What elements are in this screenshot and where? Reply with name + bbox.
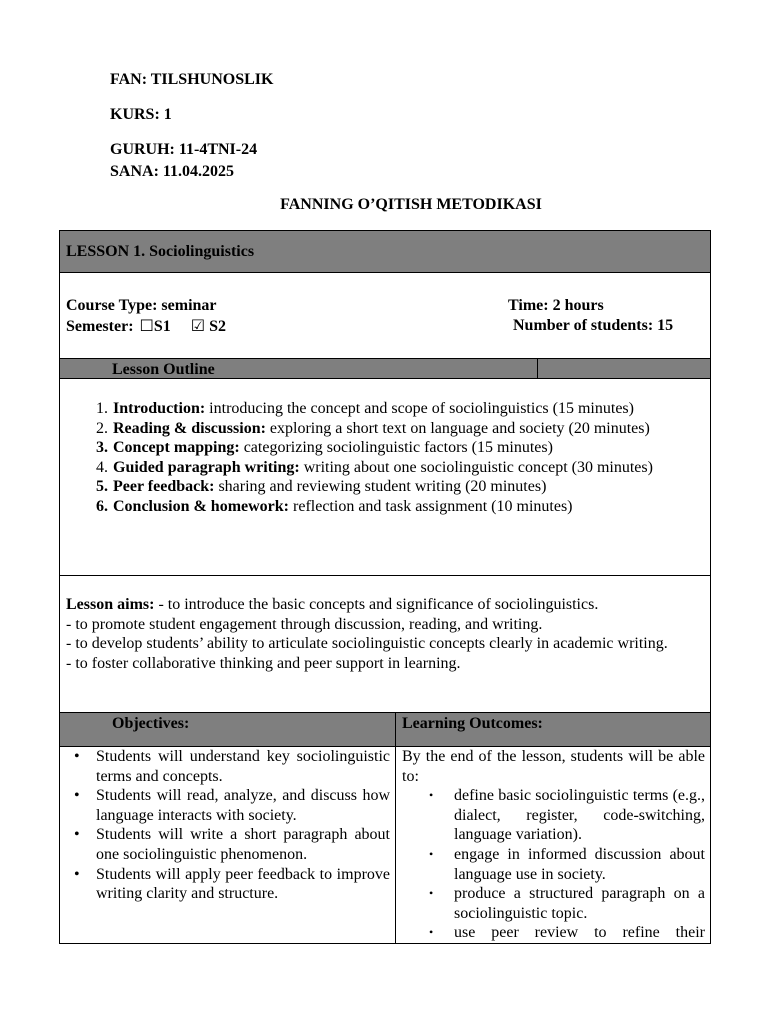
- outcomes-heading: Learning Outcomes:: [402, 715, 543, 732]
- outline-item: 6. Conclusion & homework: reflection and task assignment (10 minutes): [96, 497, 573, 515]
- s1-checkbox-icon: ☐: [139, 316, 154, 335]
- lesson-title: LESSON 1. Sociolinguistics: [66, 243, 255, 260]
- outline-heading-divider: [537, 359, 538, 378]
- subject-line: FAN: TILSHUNOSLIK: [110, 71, 274, 88]
- outline-section: [59, 378, 711, 576]
- outcome-item: • produce a structured paragraph on a sociolinguistic topic.: [429, 885, 705, 922]
- semester-row: [66, 316, 226, 337]
- body-divider: [395, 746, 396, 943]
- aims-label: Lesson aims:: [66, 596, 155, 613]
- outcomes-intro: By the end of the lesson, students will be able to:: [402, 748, 705, 785]
- outcome-item: • use peer review to refine their: [429, 924, 705, 942]
- date-line: SANA: 11.04.2025: [110, 163, 235, 180]
- outcomes-list: [402, 747, 705, 942]
- outline-heading-bar: [59, 358, 711, 379]
- objectives-heading: Objectives:: [112, 715, 190, 732]
- outline-item: 1. Introduction: introducing the concept and scope of sociolinguistics (15 minutes): [96, 400, 634, 417]
- outline-item: 5. Peer feedback: sharing and reviewing student writing (20 minutes): [96, 478, 547, 495]
- aim-2: - to promote student engagement through discussion, reading, and writing.: [66, 615, 543, 633]
- objectives-header-bar: [59, 712, 711, 747]
- time: Time: 2 hours: [508, 297, 604, 314]
- s2-label: S2: [209, 318, 227, 335]
- s1-label: S1: [153, 318, 171, 335]
- outline-item: 4. Guided paragraph writing: writing about one sociolinguistic concept (30 minutes): [96, 458, 653, 476]
- course-year-line: KURS: 1: [110, 106, 172, 123]
- aims-section: [59, 575, 711, 713]
- outcome-item: • define basic sociolinguistic terms (e.g., dialect, register, code-switching, language variation).: [429, 787, 705, 844]
- subject-title: FANNING O’QITISH METODIKASI: [280, 196, 542, 213]
- aim-3: - to develop students’ ability to articulate sociolinguistic concepts clearly in academic writing.: [66, 635, 668, 652]
- outline-heading: Lesson Outline: [112, 361, 215, 378]
- course-type: Course Type: seminar: [66, 297, 217, 314]
- aim-4: - to foster collaborative thinking and peer support in learning.: [66, 654, 461, 672]
- course-info-section: [59, 272, 711, 359]
- objective-item: • Students will understand key sociolinguistic terms and concepts.: [74, 748, 390, 785]
- objective-item: • Students will apply peer feedback to improve writing clarity and structure.: [74, 865, 390, 903]
- outcome-item: • engage in informed discussion about language use in society.: [429, 845, 705, 883]
- lesson-title-bar: [59, 230, 711, 273]
- objectives-list: [60, 747, 390, 904]
- semester-label: Semester:: [66, 318, 134, 335]
- students-count: Number of students: 15: [513, 317, 674, 334]
- aim-1: - to introduce the basic concepts and significance of sociolinguistics.: [154, 596, 599, 613]
- s2-checkbox-icon: ☑: [190, 316, 206, 335]
- header-divider: [395, 713, 396, 746]
- objective-item: • Students will read, analyze, and discuss how language interacts with society.: [74, 787, 390, 824]
- outline-item: 2. Reading & discussion: exploring a short text on language and society (20 minutes): [96, 419, 650, 437]
- outline-list: [60, 399, 705, 516]
- objectives-body: [59, 746, 711, 944]
- outline-item: 3. Concept mapping: categorizing sociolinguistic factors (15 minutes): [96, 439, 553, 456]
- aims-text: [66, 595, 702, 673]
- group-line: GURUH: 11-4TNI-24: [110, 141, 258, 158]
- objective-item: • Students will write a short paragraph about one sociolinguistic phenomenon.: [74, 826, 390, 863]
